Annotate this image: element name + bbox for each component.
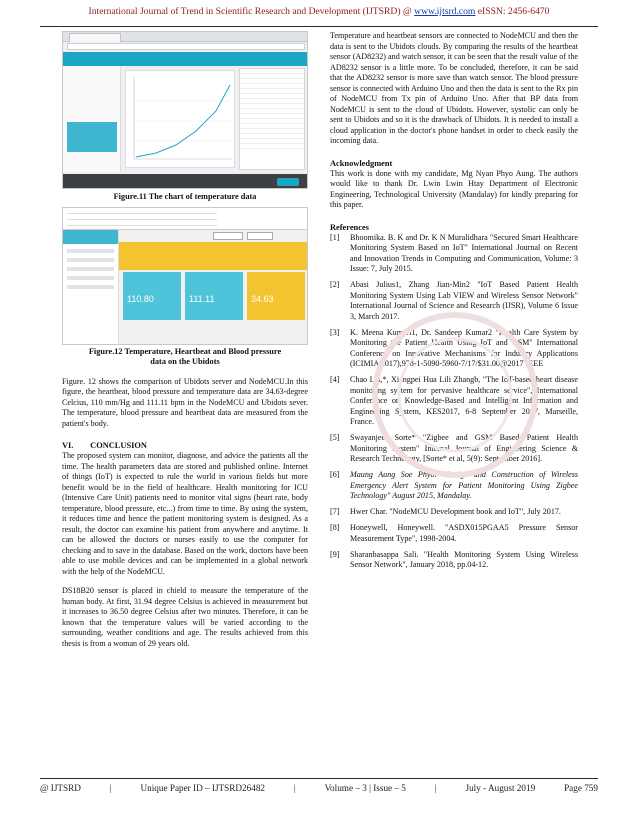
reference-text: Bhoomika. B. K and Dr. K N Muralidhara "Secured Smart Healthcare Monitoring System Based on IoT" International Journal on Recent and Innovation Trends in Computing and Communication, Volume: 3 Issue: 7, July 2015. [350,232,578,273]
footer-volume: Volume – 3 | Issue – 5 [324,783,406,793]
reference-item [330,507,578,518]
header-divider [40,26,598,27]
cookie-accept-button [277,178,299,186]
section-heading-acknowledgment: Acknowledgment [330,158,393,168]
reference-list [330,233,578,571]
temperature-value: 110.80 [127,293,154,304]
reference-item [330,470,578,502]
reference-item [330,433,578,465]
paragraph-sensors: Temperature and heartbeat sensors are connected to NodeMCU and then the data is sent to the Ubidots clouds. By comparing the results of the heartbeat sensor (AD8232) and watch sensor, it can be seen that the result value of the AD8232 sensor is a little more. To be concluded, therefore, it can be said that the AD8232 sensor is more save than watch sensor. The blood pressure sensor is connected with Arduino Uno and then the data is sent to the Rx pin of NodeMCU from Tx pin of Arduino Uno. After that BP data from NodeMCU is sent to the cloud of Ubidots. However, systolic can only be sent to Ubidots and so it is the drawback of Ubidots. It is needed to install a cloud application in the doctor's phone handset in order to check easily the incoming data. [330,31,578,145]
footer-separator: | [434,783,437,793]
paragraph-figure12-discussion: Figure. 12 shows the comparison of Ubidots server and NodeMCU.In this figure, the heartbeat, blood pressure and temperature data are 34.63-degree Celcius, 110 mm/Hg and 111.11 bpm in the NodeMCU and Ubidots sever. The temperature, blood pressure and heartbeat data are measured from the patient's body. [62,376,308,428]
reference-number: [4] [330,375,340,384]
section-heading-conclusion: VI. CONCLUSION [62,441,147,450]
figure-11-screenshot [62,31,308,189]
sidebar-header [63,230,118,244]
sidebar-line [67,276,114,280]
left-column [62,31,308,649]
heartbeat-tile [185,272,243,320]
browser-address-bar [67,43,305,50]
heartbeat-value: 111.11 [189,293,215,304]
reference-text: Chao Lia,*, Xiangpei Hua Lili Zhangb, "The IoT-based heart disease monitoring system for pervasive healthcare service", International Conference on Knowledge-Based and Intelligent Information and Engineering System, KES2017, 6-8 September 2017, Marseille, France. [350,375,578,426]
temperature-chart-svg [126,71,236,169]
sidebar-line [67,267,114,271]
temperature-data-table [239,68,305,170]
reference-text: Honeywell, Honeywell. "ASDX015PGAA5 Pressure Sensor Measurement Type", 1998-2004. [350,523,578,543]
reference-item [330,328,578,370]
reference-number: [3] [330,327,340,337]
list-item [67,221,217,226]
reference-item [330,280,578,322]
dashboard-sidebar [63,66,121,172]
pressure-tile [247,272,305,320]
journal-site-link[interactable]: www.ijtsrd.com [414,6,476,17]
reference-number: [7] [330,507,340,516]
figure-11-caption: Figure.11 The chart of temperature data [113,192,257,201]
footer-site: @ IJTSRD [40,783,81,793]
list-item [67,209,217,214]
reference-text: Swayanjeet Sorte* "Zigbee and GSM Based Patient Health Monitoring System" Internal Journal of Engineering Science & Research Technology, [Sorte* et al, 5(9): September 2016]. [350,433,578,463]
footer-separator: | [293,783,296,793]
ubidots-sidebar [63,230,119,345]
paragraph-conclusion: The proposed system can monitor, diagnose, and advice the patients all the time. The health parameters data are stored and published online. Internet of things (IoT) is expected to rule the world in various fields but more benefit would be in the field of healthcare. Health monitoring for ICU (Intensive Care Unit) patients need to monitor vital signs (heart rate, body temperature, blood pressure, etc...) from time to time. By using the system, it reduces time and hence the patient monitoring system is designed. As a result, the doctor can examine his patient from anywhere and anytime. It can be allowed the doctors or nurses easily to use the computer for checking and to save in the database. Based on the work, doctors have been able to use mobile devices and can be implemented in a global network with the help of the NodeMCU. [62,451,308,576]
reference-text: Hwer Char. "NodeMCU Development book and IoT", July 2017. [350,507,561,516]
sidebar-line [67,249,114,253]
reference-number: [2] [330,280,340,289]
dashboard-value-tile [67,122,117,152]
reference-text: K. Meena Kumari1, Dr. Sandeep Kumar2 "Health Care System by Monitoring the Patient Health Using IoT and GSM" International Conference on Innovative Mechanisms for Industry Applications (ICIMIA 2017),978-1-5090-5960-7/17/$31.00@2017 IEEE [350,327,578,368]
reference-item [330,523,578,544]
reference-number: [6] [330,470,340,479]
figure-12-screenshot [62,207,308,345]
footer-date: July - August 2019 [465,783,536,793]
right-column [330,31,578,576]
reference-number: [9] [330,549,340,559]
section-heading-references: References [330,222,369,232]
ubidots-select-control [247,232,273,240]
figure-12-caption-line1: Figure.12 Temperature, Heartbeat and Blood pressure [88,346,282,356]
reference-item [330,550,578,571]
pressure-value: 34.63 [251,293,274,304]
browser-tab [69,33,121,42]
ubidots-select-control [213,232,243,240]
paragraph-ds18b20: DS18B20 sensor is placed in chield to measure the temperature of the human body. At first, 31.94 degree Celsius is achieved in measurement but it increases to 36.50 degree Celsius after two minutes. Therefore, it can be known that the temperature values will be varied according to the surrounding, weather conditions and age. The results achieved from this thesis is from a woman of 29 years old. [62,586,308,648]
reference-item [330,233,578,275]
sidebar-line [67,285,114,289]
footer-page: Page 759 [564,783,598,793]
journal-issn: eISSN: 2456-6470 [477,6,550,17]
list-item [67,215,217,220]
footer-paper-id: Unique Paper ID – IJTSRD26482 [140,783,266,793]
cookie-notice-bar [63,174,307,189]
reference-text: Abasi Julius1, Zhang Jian-Min2 "IoT Based Patient Health Monitoring System Using Lab VIEW and Wireless Sensor Network" International Journal of Science and Research (IJSR), Volume 6 Issue 3, March 2017. [350,280,578,321]
footer-separator: | [109,783,112,793]
journal-name: International Journal of Trend in Scientific Research and Development (IJTSRD) @ [88,6,412,17]
reference-number: [5] [330,433,340,442]
figure-12-caption [62,347,308,368]
page-footer [40,783,598,793]
ubidots-data-list [63,208,307,230]
reference-text: Maung Aung Soe Phyo. "Design and Construction of Wireless Emergency Alert System for Patient Monitoring Using Zigbee Technology" August 2015, Mandalay. [350,470,578,500]
temperature-tile [123,272,181,320]
browser-tab-bar [63,32,307,42]
reference-text: Sharanbasappa Sali. "Health Monitoring System Using Wireless Sensor Network", January 2018, pp.04-12. [350,549,578,569]
dashboard-header-bar [63,52,307,66]
sidebar-line [67,258,114,262]
ubidots-yellow-banner [119,242,308,270]
temperature-line-chart [125,70,235,168]
reference-number: [1] [330,232,340,242]
table-row [240,144,304,149]
paragraph-acknowledgment: This work is done with my candidate, Mg Nyan Phyo Aung. The authors would like to thank Dr. Lwin Lwin Htay Department of Electronic Engineering, Technological University (Mandalay) for kindly preparing for this paper. [330,168,578,209]
footer-divider [40,778,598,779]
reference-item [330,375,578,428]
figure-12-caption-line2: data on the Ubidots [150,357,220,366]
journal-header [0,6,638,17]
reference-number: [8] [330,523,340,532]
